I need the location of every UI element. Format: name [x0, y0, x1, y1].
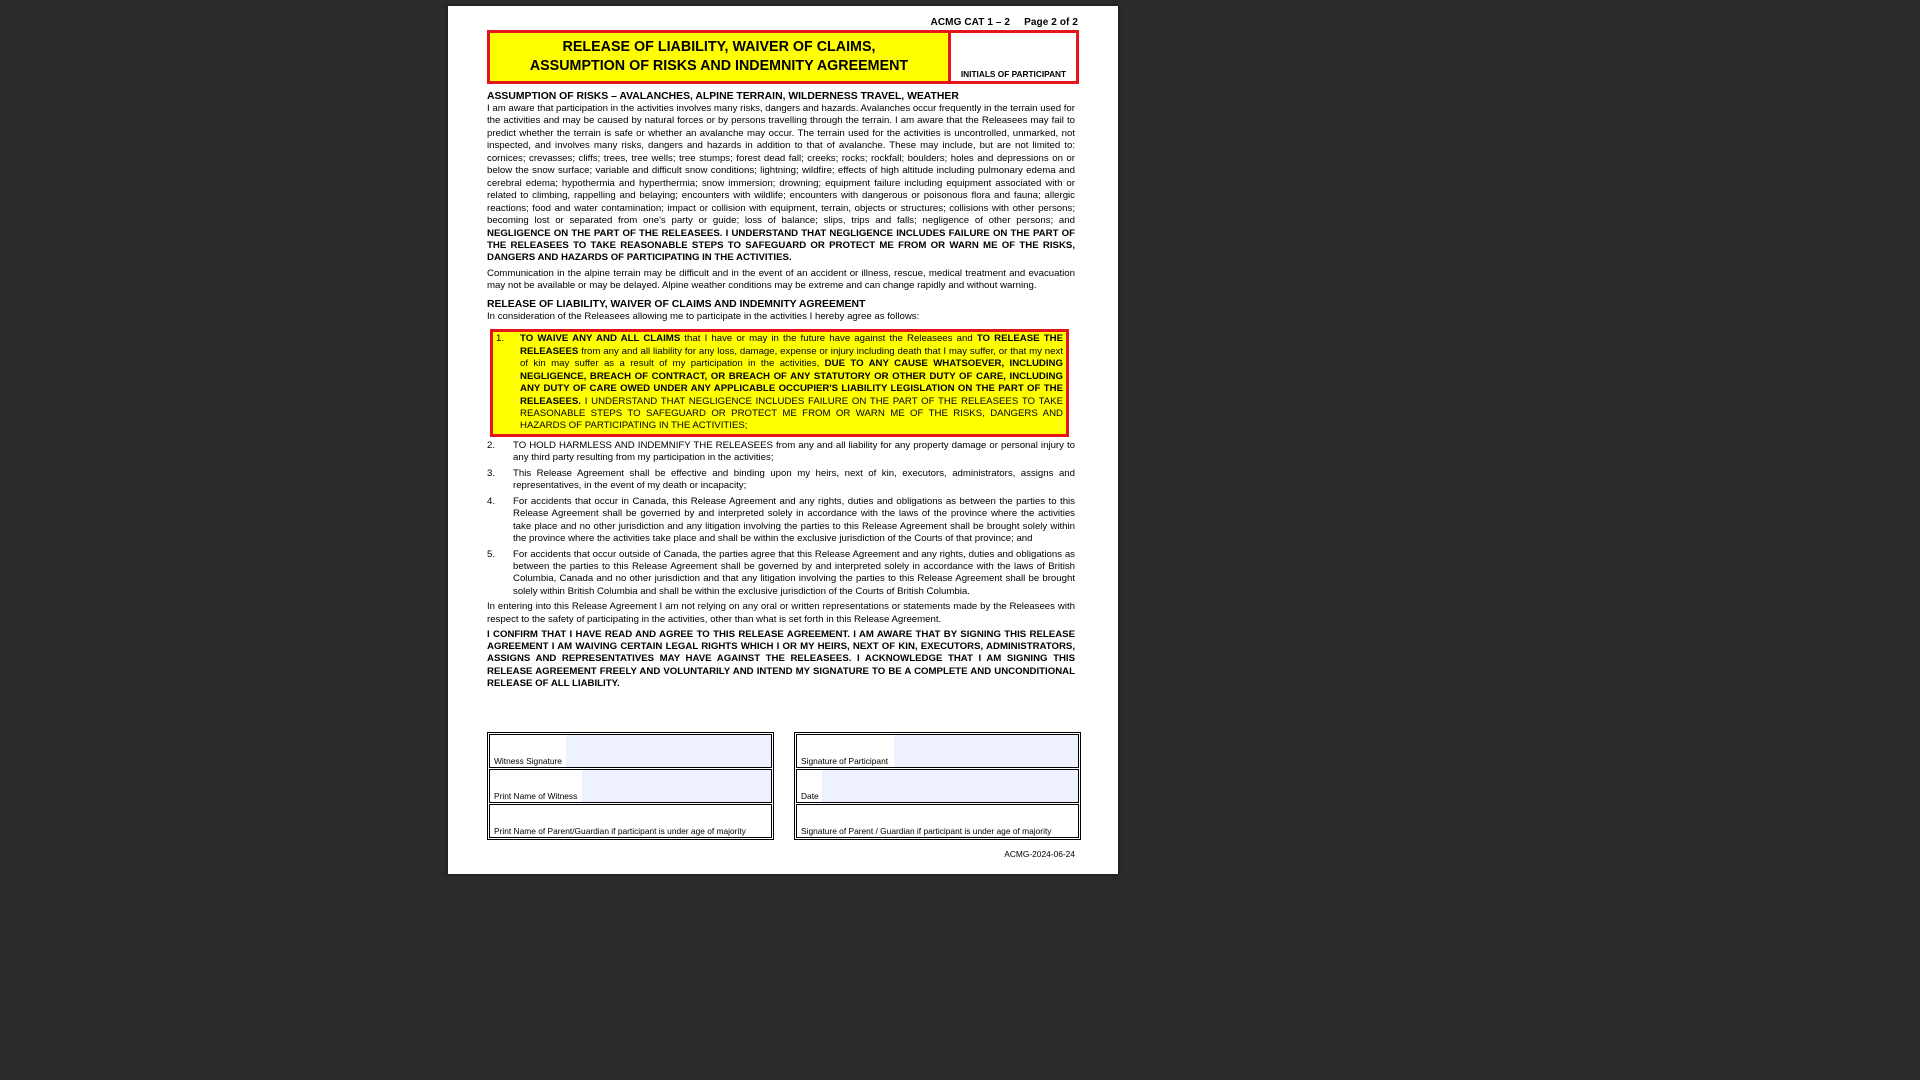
list-item: [487, 440, 1075, 465]
field-fill: [582, 770, 771, 802]
item-number: 5.: [487, 548, 496, 560]
risks-heading: ASSUMPTION OF RISKS – AVALANCHES, ALPINE TERRAIN, WILDERNESS TRAVEL, WEATHER: [487, 91, 959, 102]
release-heading: RELEASE OF LIABILITY, WAIVER OF CLAIMS AND INDEMNITY AGREEMENT: [487, 298, 866, 310]
participant-signature-field[interactable]: [796, 734, 1079, 768]
document-page: [448, 6, 1118, 874]
title-box: [487, 30, 1079, 84]
risks-body-bold: NEGLIGENCE ON THE PART OF THE RELEASEES. I UNDERSTAND THAT NEGLIGENCE INCLUDES FAILURE ON THE PART OF THE RELEASEES TO TAKE REASONABLE STEPS TO SAFEGUARD OR PROTECT ME FROM OR WARN ME OF THE RISKS, DANGERS AND HAZARDS OF PARTICIPATING IN THE ACTIVITIES.: [487, 227, 1075, 264]
clause-text-3: I UNDERSTAND THAT NEGLIGENCE INCLUDES FAILURE ON THE PART OF THE RELEASEES TO TAKE REASONABLE STEPS TO SAFEGUARD OR PROTECT ME FROM OR WARN ME OF THE RISKS, DANGERS AND HAZARDS OF PARTICIPATING IN THE ACTIVITIES;: [520, 395, 1063, 432]
item-text: This Release Agreement shall be effective and binding upon my heirs, next of kin, executors, administrators, assigns and representatives, in the event of my death or incapacity;: [513, 467, 1075, 492]
witness-name-field[interactable]: [489, 769, 772, 803]
field-label: Witness Signature: [494, 756, 562, 766]
document-title: [490, 33, 951, 81]
title-line-1: RELEASE OF LIABILITY, WAIVER OF CLAIMS,: [562, 39, 876, 55]
initials-label: INITIALS OF PARTICIPANT: [960, 69, 1067, 79]
field-label: Print Name of Parent/Guardian if participant is under age of majority: [494, 826, 746, 836]
list-item: [487, 549, 1075, 599]
initials-field[interactable]: [951, 33, 1076, 81]
guardian-name-field[interactable]: [489, 804, 772, 838]
item-text: For accidents that occur in Canada, this Release Agreement and any rights, duties and obligations as between the parties to this Release Agreement shall be governed by and interpreted solely in accordance with the laws of the province where the activities take place and no other jurisdiction and any litigation involving the parties to this Release Agreement shall be brought solely within the province where the activities take place and shall be within the exclusive jurisdiction of the Courts of that province; and: [513, 495, 1075, 545]
page-number: Page 2 of 2: [1024, 17, 1078, 28]
clause-text-2: from any and all liability for any loss, damage, expense or injury including death that I may suffer, or that my next of kin may suffer as a result of my participation in the activities,: [520, 345, 1063, 370]
field-label: Print Name of Witness: [494, 791, 578, 801]
item-text: For accidents that occur outside of Canada, the parties agree that this Release Agreement and any rights, duties and obligations as between the parties to this Release Agreement shall be governed by and interpreted solely in accordance with the laws of British Columbia, Canada and no other jurisdiction and that any litigation involving the parties to this Release Agreement shall be brought solely within British Columbia and shall be within the exclusive jurisdiction of the Courts of British Columbia.: [513, 548, 1075, 597]
field-fill: [822, 770, 1078, 802]
field-label: Date: [801, 791, 819, 801]
list-item: [487, 496, 1075, 546]
form-code: ACMG CAT 1 – 2: [930, 17, 1011, 28]
field-label: Signature of Participant: [801, 756, 889, 766]
reliance-paragraph: In entering into this Release Agreement I am not relying on any oral or written representations or statements made by the Releasees with respect to the safety of participating in the activities, other than what is set forth in this Release Agreement.: [487, 601, 1075, 625]
signature-block: [487, 732, 1081, 838]
communication-paragraph: Communication in the alpine terrain may be difficult and in the event of an accident or illness, rescue, medical treatment and evacuation may not be available or may be delayed. Alpine weather conditions may be extreme and can change rapidly and without warning.: [487, 267, 1075, 292]
document-version: ACMG-2024-06-24: [1004, 849, 1075, 859]
field-label: Signature of Parent / Guardian if participant is under age of majority: [801, 826, 1052, 836]
signature-column-right: [794, 732, 1081, 840]
item-number: 4.: [487, 495, 496, 507]
clause-bold-2: TO RELEASE THE RELEASEES: [520, 333, 1063, 357]
page-header: [931, 17, 1078, 28]
witness-signature-field[interactable]: [489, 734, 772, 768]
title-line-2: ASSUMPTION OF RISKS AND INDEMNITY AGREEMENT: [529, 58, 909, 74]
confirmation-paragraph: I CONFIRM THAT I HAVE READ AND AGREE TO THIS RELEASE AGREEMENT. I AM AWARE THAT BY SIGNING THIS RELEASE AGREEMENT I AM WAIVING CERTAIN LEGAL RIGHTS WHICH I OR MY HEIRS, NEXT OF KIN, EXECUTORS, ADMINISTRATORS, ASSIGNS AND REPRESENTATIVES MAY HAVE AGAINST THE RELEASEES. I ACKNOWLEDGE THAT I AM SIGNING THIS RELEASE AGREEMENT FREELY AND VOLUNTARILY AND INTEND MY SIGNATURE TO BE A COMPLETE AND UNCONDITIONAL RELEASE OF ALL LIABILITY.: [487, 629, 1075, 689]
clause-text: [520, 333, 1063, 433]
highlighted-clause-1: [490, 329, 1069, 437]
date-field[interactable]: [796, 769, 1079, 803]
risks-body: I am aware that participation in the activities involves many risks, dangers and hazards. Avalanches occur frequently in the terrain used for the activities and may be caused by natural forces or by persons travelling through the terrain. I am aware that the Releasees may fail to predict whether the terrain is safe or whether an avalanche may occur. The terrain used for the activities is uncontrolled, unmarked, not inspected, and involves many risks, dangers and hazards in addition to that of avalanche. These may include, but are not limited to: cornices; crevasses; cliffs; trees, tree wells; tree stumps; forest dead fall; creeks; rocks; rockfall; boulders; holes and depressions on or below the snow surface; variable and difficult snow conditions; lightning; wildfire; effects of high altitude including pulmonary edema and cerebral edema; hypothermia and hyperthermia; snow immersion; drowning; equipment failure including equipment associated with or related to climbing, rappelling and belaying; encounters with wildlife; encounters with dangerous or poisonous flora and fauna; allergic reactions; food and water contamination; impact or collision with equipment, terrain, objects or structures; collisions with other persons; becoming lost or separated from one's party or guide; loss of balance; slips, trips and falls; negligence of other persons; and: [487, 103, 1075, 227]
item-number: 3.: [487, 467, 496, 479]
guardian-signature-field[interactable]: [796, 804, 1079, 838]
risks-paragraph: [487, 103, 1075, 265]
field-fill: [894, 735, 1078, 767]
item-text: TO HOLD HARMLESS AND INDEMNIFY THE RELEASEES from any and all liability for any property damage or personal injury to any third party resulting from my participation in the activities;: [513, 439, 1075, 464]
clause-number: 1.: [496, 333, 505, 345]
clause-text-1: that I have or may in the future have against the Releasees and: [680, 333, 977, 345]
clause-bold-1: TO WAIVE ANY AND ALL CLAIMS: [520, 333, 681, 345]
document-body: [487, 90, 1075, 690]
item-number: 2.: [487, 439, 496, 451]
field-fill: [566, 735, 771, 767]
clause-bold-3: DUE TO ANY CAUSE WHATSOEVER, INCLUDING NEGLIGENCE, BREACH OF CONTRACT, OR BREACH OF ANY STATUTORY OR OTHER DUTY OF CARE, INCLUDING ANY DUTY OF CARE OWED UNDER ANY APPLICABLE OCCUPIER'S LIABILITY LEGISLATION ON THE PART OF THE RELEASEES.: [520, 358, 1063, 407]
release-intro: In consideration of the Releasees allowing me to participate in the activities I hereby agree as follows:: [487, 310, 920, 322]
list-item: [487, 468, 1075, 493]
signature-column-left: [487, 732, 774, 840]
